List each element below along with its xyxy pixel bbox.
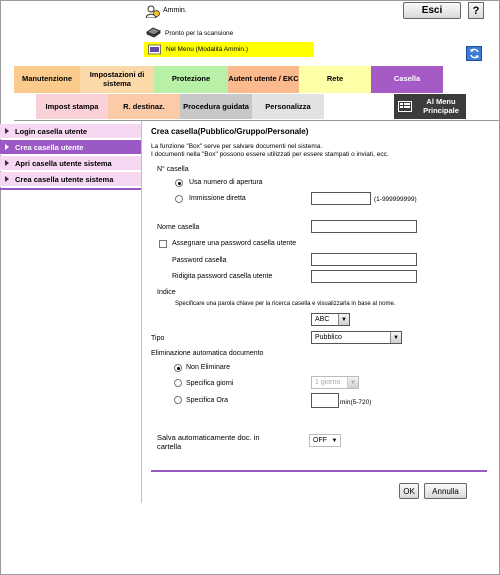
sidebar-item-create-box[interactable]: [0, 140, 141, 155]
tab-print-settings[interactable]: Impost stampa: [36, 94, 108, 119]
main-menu-icon: [398, 101, 412, 112]
tab-wizard[interactable]: Procedura guidata: [180, 94, 252, 119]
arrow-right-icon: [5, 128, 9, 134]
admin-user-icon: [146, 5, 160, 18]
box-name-label: Nome casella: [157, 224, 200, 231]
index-hint: Specificare una parola chiave per la ricerca casella e visualizzarla in base al nome.: [175, 301, 396, 307]
password-input[interactable]: [311, 253, 417, 266]
password-label: Password casella: [172, 257, 227, 264]
chevron-down-icon: ▼: [338, 314, 349, 325]
type-select-value: Pubblico: [315, 334, 342, 341]
chevron-down-icon: ▼: [390, 332, 401, 343]
sidebar-item-create-system-box[interactable]: [0, 172, 141, 187]
sidebar-item-label: Crea casella utente: [15, 142, 84, 152]
box-number-range: (1-999999999): [374, 196, 417, 203]
assign-password-checkbox[interactable]: [159, 240, 167, 248]
tab-system-settings[interactable]: Impostazioni di sistema: [80, 66, 154, 93]
cancel-button[interactable]: Annulla: [424, 483, 467, 499]
retype-password-input[interactable]: [311, 270, 417, 283]
days-select[interactable]: [311, 376, 359, 389]
tab-maintenance[interactable]: Manutenzione: [14, 66, 80, 93]
days-select-value: 1 giorno: [315, 379, 341, 386]
help-button[interactable]: ?: [468, 2, 484, 19]
tabs-divider: [14, 120, 500, 121]
direct-input-label: Immissione diretta: [189, 195, 246, 202]
scanner-icon: [146, 27, 161, 38]
mode-banner: [144, 42, 314, 57]
tab-security[interactable]: Protezione: [154, 66, 228, 93]
autosave-label: Salva automaticamente doc. in cartella: [157, 433, 260, 451]
page-title: Crea casella(Pubblico/Gruppo/Personale): [151, 127, 309, 136]
main-menu-button[interactable]: [394, 94, 466, 119]
specify-days-label: Specifica giorni: [186, 380, 234, 387]
index-label: Indice: [157, 289, 176, 296]
specify-time-label: Specifica Ora: [186, 397, 229, 404]
chevron-down-icon: ▼: [329, 435, 340, 446]
box-number-input[interactable]: [311, 192, 371, 205]
sidebar-item-label: Apri casella utente sistema: [15, 158, 112, 168]
chevron-down-icon: ▼: [347, 377, 358, 388]
specify-time-radio[interactable]: [174, 396, 182, 404]
use-opening-number-radio[interactable]: [175, 179, 183, 187]
refresh-icon: [469, 48, 480, 59]
no-delete-radio[interactable]: [174, 364, 182, 372]
sidebar-item-login-box[interactable]: [0, 124, 141, 139]
main-menu-label: Al Menu Principale: [423, 96, 459, 115]
sidebar-bottom-line: [0, 188, 141, 190]
autosave-select-value: OFF: [313, 437, 327, 444]
index-select[interactable]: [311, 313, 350, 326]
time-unit: min(5-720): [340, 399, 372, 406]
box-number-label: N° casella: [157, 166, 189, 173]
description-line-1: La funzione "Box" serve per salvare documenti nel sistema.: [151, 143, 323, 150]
direct-input-radio[interactable]: [175, 195, 183, 203]
tab-user-auth[interactable]: Autent utente / EKC: [228, 66, 299, 93]
sidebar-item-open-system-box[interactable]: [0, 156, 141, 171]
type-select[interactable]: [311, 331, 402, 344]
use-opening-number-label: Usa numero di apertura: [189, 179, 263, 186]
autosave-select[interactable]: [309, 434, 341, 447]
box-name-input[interactable]: [311, 220, 417, 233]
auto-delete-label: Eliminazione automatica documento: [151, 350, 264, 357]
admin-mode-icon: [148, 44, 161, 55]
device-status: Pronto per la scansione: [165, 30, 234, 37]
arrow-right-icon: [5, 160, 9, 166]
user-name: Ammin.: [163, 7, 187, 14]
form-bottom-line: [151, 470, 487, 472]
description-line-2: I documenti nella "Box" possono essere utilizzati per essere stampati o inviati, ecc.: [151, 151, 389, 158]
arrow-right-icon: [5, 176, 9, 182]
sidebar-item-label: Login casella utente: [15, 126, 88, 136]
no-delete-label: Non Eliminare: [186, 364, 230, 371]
sidebar-divider: [141, 121, 142, 503]
logout-button[interactable]: Esci: [403, 2, 461, 19]
mode-text: Nel Menu (Modalità Ammin.): [166, 46, 248, 53]
tab-destination[interactable]: R. destinaz.: [108, 94, 180, 119]
retype-password-label: Ridigita password casella utente: [172, 273, 273, 280]
tab-box[interactable]: Casella: [371, 66, 443, 93]
sidebar-item-label: Crea casella utente sistema: [15, 174, 114, 184]
assign-password-label: Assegnare una password casella utente: [172, 240, 297, 247]
specify-days-radio[interactable]: [174, 379, 182, 387]
arrow-right-icon: [5, 144, 9, 150]
index-select-value: ABC: [315, 316, 330, 323]
ok-button[interactable]: OK: [399, 483, 419, 499]
time-input[interactable]: [311, 393, 339, 408]
tab-network[interactable]: Rete: [299, 66, 371, 93]
tab-customize[interactable]: Personalizza: [252, 94, 324, 119]
type-label: Tipo: [151, 335, 165, 342]
refresh-button[interactable]: [466, 46, 482, 61]
